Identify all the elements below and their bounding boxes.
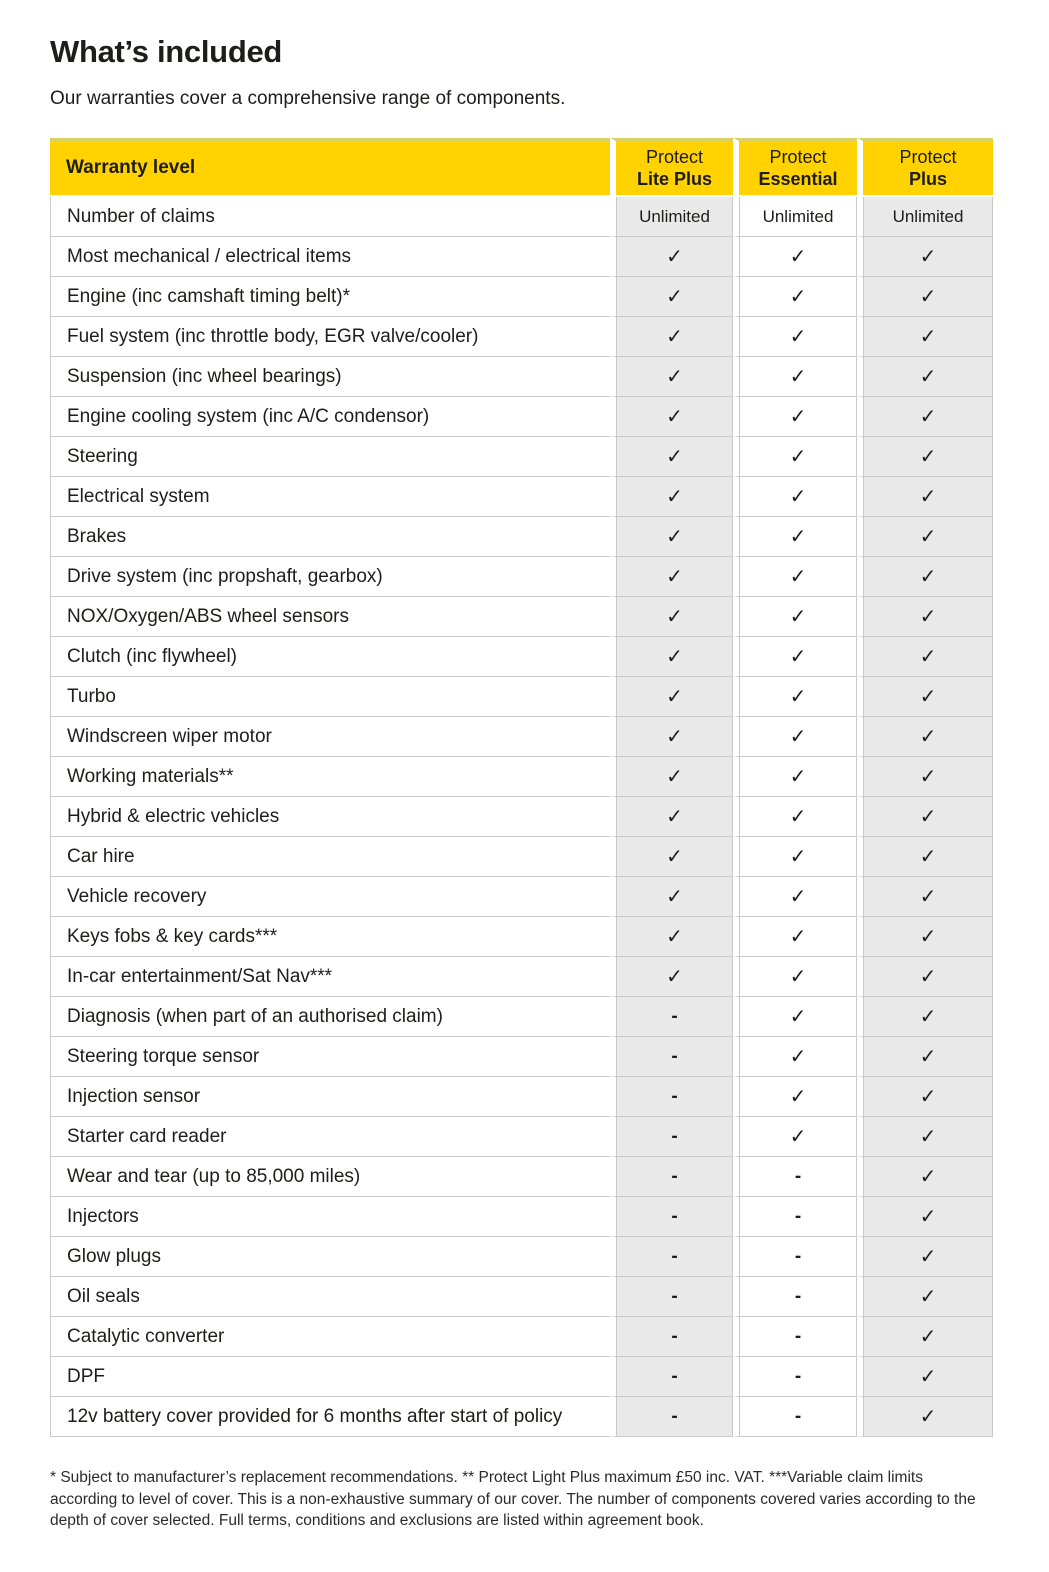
cell-protect-lite-plus [610, 1357, 733, 1397]
check-icon: ✓ [789, 366, 807, 388]
dash-icon: - [794, 1165, 802, 1187]
check-icon: ✓ [789, 926, 807, 948]
check-icon: ✓ [789, 1046, 807, 1068]
check-icon: ✓ [666, 606, 683, 628]
cell-protect-lite-plus [610, 797, 733, 837]
cell-protect-essential [733, 877, 857, 917]
cell-protect-essential [733, 757, 857, 797]
check-icon: ✓ [789, 646, 807, 668]
cell-protect-plus [857, 1117, 993, 1157]
check-icon: ✓ [789, 286, 807, 308]
plan-name-label: Plus [908, 169, 947, 189]
check-icon: ✓ [919, 1126, 937, 1148]
dash-icon: - [794, 1285, 802, 1307]
check-icon: ✓ [919, 566, 937, 588]
row-label: Windscreen wiper motor [50, 717, 610, 757]
page-subtitle: Our warranties cover a comprehensive range of components. [50, 88, 566, 109]
cell-protect-plus [857, 357, 993, 397]
row-label: Diagnosis (when part of an authorised claim) [50, 997, 610, 1037]
row-label: Brakes [50, 517, 610, 557]
row-label: Number of claims [50, 197, 610, 237]
row-label: Drive system (inc propshaft, gearbox) [50, 557, 610, 597]
cell-protect-plus [857, 1317, 993, 1357]
cell-protect-lite-plus [610, 677, 733, 717]
cell-protect-lite-plus [610, 1277, 733, 1317]
check-icon: ✓ [666, 686, 683, 708]
check-icon: ✓ [919, 1166, 937, 1188]
cell-protect-plus [857, 397, 993, 437]
dash-icon: - [671, 1005, 678, 1027]
check-icon: ✓ [919, 246, 937, 268]
cell-protect-essential [733, 837, 857, 877]
table-row [50, 477, 993, 517]
table-row [50, 1317, 993, 1357]
row-label: Oil seals [50, 1277, 610, 1317]
cell-protect-essential [733, 1357, 857, 1397]
table-row [50, 1077, 993, 1117]
dash-icon: - [671, 1205, 678, 1227]
check-icon: ✓ [919, 446, 937, 468]
dash-icon: - [794, 1405, 802, 1427]
check-icon: ✓ [919, 326, 937, 348]
cell-protect-essential [733, 637, 857, 677]
cell-protect-plus [857, 797, 993, 837]
cell-protect-lite-plus [610, 957, 733, 997]
plan-brand-label: Protect [645, 146, 704, 167]
check-icon: ✓ [789, 406, 807, 428]
cell-protect-essential [733, 477, 857, 517]
row-label: Most mechanical / electrical items [50, 237, 610, 277]
check-icon: ✓ [789, 486, 807, 508]
check-icon: ✓ [919, 1206, 937, 1228]
cell-protect-lite-plus [610, 877, 733, 917]
check-icon: ✓ [789, 1006, 807, 1028]
cell-protect-lite-plus [610, 717, 733, 757]
row-label: Car hire [50, 837, 610, 877]
check-icon: ✓ [789, 446, 807, 468]
cell-protect-plus [857, 197, 993, 237]
table-row [50, 397, 993, 437]
cell-protect-lite-plus [610, 277, 733, 317]
check-icon: ✓ [789, 726, 807, 748]
cell-protect-lite-plus [610, 1397, 733, 1437]
check-icon: ✓ [666, 406, 683, 428]
cell-protect-essential [733, 1037, 857, 1077]
table-row [50, 437, 993, 477]
cell-protect-essential [733, 1197, 857, 1237]
dash-icon: - [794, 1365, 802, 1387]
check-icon: ✓ [919, 766, 937, 788]
plan-name-label: Lite Plus [636, 169, 712, 189]
cell-protect-plus [857, 557, 993, 597]
check-icon: ✓ [666, 526, 683, 548]
cell-protect-plus [857, 717, 993, 757]
cell-protect-lite-plus [610, 1157, 733, 1197]
table-row [50, 757, 993, 797]
check-icon: ✓ [919, 966, 937, 988]
dash-icon: - [671, 1405, 678, 1427]
cell-protect-lite-plus [610, 1317, 733, 1357]
cell-protect-lite-plus [610, 557, 733, 597]
row-label: Working materials** [50, 757, 610, 797]
cell-protect-essential [733, 1397, 857, 1437]
row-label: Glow plugs [50, 1237, 610, 1277]
footnote: * Subject to manufacturer’s replacement recommendations. ** Protect Light Plus maximum £50 inc. VAT. ***Variable claim limits according to level of cover. This is a non-exhaustive summary of our cover. The number of components covered varies according to the depth of cover selected. Full terms, conditions and exclusions are listed within agreement book. [50, 1469, 976, 1530]
check-icon: ✓ [919, 806, 937, 828]
check-icon: ✓ [919, 1046, 937, 1068]
cell-protect-plus [857, 237, 993, 277]
table-row [50, 1117, 993, 1157]
cell-protect-plus [857, 677, 993, 717]
cell-protect-lite-plus [610, 357, 733, 397]
cell-protect-plus [857, 917, 993, 957]
check-icon: ✓ [789, 326, 807, 348]
plan-name-label: Essential [758, 169, 838, 189]
cell-protect-essential [733, 1317, 857, 1357]
cell-protect-plus [857, 277, 993, 317]
cell-protect-plus [857, 597, 993, 637]
dash-icon: - [794, 1325, 802, 1347]
check-icon: ✓ [666, 766, 683, 788]
row-label: Hybrid & electric vehicles [50, 797, 610, 837]
cell-protect-lite-plus [610, 837, 733, 877]
row-label: Steering [50, 437, 610, 477]
check-icon: ✓ [919, 486, 937, 508]
row-label: Electrical system [50, 477, 610, 517]
cell-protect-essential [733, 197, 857, 237]
cell-protect-essential [733, 317, 857, 357]
cell-protect-essential [733, 917, 857, 957]
cell-protect-plus [857, 837, 993, 877]
cell-protect-plus [857, 317, 993, 357]
cell-text: Unlimited [762, 206, 834, 226]
check-icon: ✓ [919, 1366, 937, 1388]
check-icon: ✓ [919, 686, 937, 708]
cell-protect-essential [733, 1077, 857, 1117]
dash-icon: - [671, 1045, 678, 1067]
cell-protect-essential [733, 517, 857, 557]
check-icon: ✓ [919, 406, 937, 428]
dash-icon: - [671, 1085, 678, 1107]
cell-protect-plus [857, 1197, 993, 1237]
table-row [50, 797, 993, 837]
column-header-protect-essential [733, 138, 857, 197]
check-icon: ✓ [789, 806, 807, 828]
table-row [50, 997, 993, 1037]
cell-protect-lite-plus [610, 997, 733, 1037]
check-icon: ✓ [919, 1006, 937, 1028]
cell-protect-essential [733, 557, 857, 597]
cell-protect-essential [733, 677, 857, 717]
table-row [50, 1157, 993, 1197]
check-icon: ✓ [789, 886, 807, 908]
table-row [50, 277, 993, 317]
cell-protect-plus [857, 437, 993, 477]
plan-brand-label: Protect [769, 146, 827, 167]
check-icon: ✓ [666, 846, 683, 868]
cell-protect-lite-plus [610, 1037, 733, 1077]
row-label: 12v battery cover provided for 6 months after start of policy [50, 1397, 610, 1437]
check-icon: ✓ [919, 526, 937, 548]
row-label: Engine cooling system (inc A/C condensor) [50, 397, 610, 437]
cell-protect-lite-plus [610, 1117, 733, 1157]
check-icon: ✓ [666, 486, 683, 508]
check-icon: ✓ [666, 286, 683, 308]
cell-protect-plus [857, 957, 993, 997]
check-icon: ✓ [666, 326, 683, 348]
cell-protect-lite-plus [610, 397, 733, 437]
warranty-comparison-table [50, 138, 993, 1437]
cell-protect-plus [857, 757, 993, 797]
table-row [50, 1357, 993, 1397]
check-icon: ✓ [919, 726, 937, 748]
table-row [50, 557, 993, 597]
check-icon: ✓ [919, 1286, 937, 1308]
cell-protect-lite-plus [610, 197, 733, 237]
row-label: Fuel system (inc throttle body, EGR valve/cooler) [50, 317, 610, 357]
cell-protect-plus [857, 1357, 993, 1397]
row-label: Injectors [50, 1197, 610, 1237]
table-row [50, 917, 993, 957]
row-label: Clutch (inc flywheel) [50, 637, 610, 677]
check-icon: ✓ [919, 646, 937, 668]
table-row [50, 1237, 993, 1277]
cell-protect-lite-plus [610, 637, 733, 677]
check-icon: ✓ [666, 246, 683, 268]
cell-protect-plus [857, 477, 993, 517]
cell-protect-lite-plus [610, 1237, 733, 1277]
row-label: NOX/Oxygen/ABS wheel sensors [50, 597, 610, 637]
cell-protect-lite-plus [610, 437, 733, 477]
check-icon: ✓ [666, 966, 683, 988]
table-row [50, 837, 993, 877]
table-row [50, 1037, 993, 1077]
cell-protect-plus [857, 637, 993, 677]
cell-protect-lite-plus [610, 517, 733, 557]
cell-protect-essential [733, 357, 857, 397]
cell-protect-essential [733, 997, 857, 1037]
check-icon: ✓ [789, 526, 807, 548]
cell-protect-plus [857, 1077, 993, 1117]
cell-protect-essential [733, 1117, 857, 1157]
check-icon: ✓ [666, 806, 683, 828]
row-label: Wear and tear (up to 85,000 miles) [50, 1157, 610, 1197]
table-row [50, 677, 993, 717]
row-label: Catalytic converter [50, 1317, 610, 1357]
dash-icon: - [671, 1125, 678, 1147]
cell-protect-lite-plus [610, 597, 733, 637]
check-icon: ✓ [666, 926, 683, 948]
table-row [50, 357, 993, 397]
cell-protect-essential [733, 1157, 857, 1197]
check-icon: ✓ [789, 246, 807, 268]
check-icon: ✓ [789, 606, 807, 628]
cell-protect-plus [857, 1157, 993, 1197]
cell-protect-essential [733, 277, 857, 317]
check-icon: ✓ [666, 566, 683, 588]
dash-icon: - [794, 1245, 802, 1267]
table-row [50, 197, 993, 237]
row-label: DPF [50, 1357, 610, 1397]
cell-protect-essential [733, 797, 857, 837]
row-label: Turbo [50, 677, 610, 717]
cell-protect-lite-plus [610, 1077, 733, 1117]
check-icon: ✓ [789, 846, 807, 868]
cell-protect-lite-plus [610, 1197, 733, 1237]
cell-protect-essential [733, 437, 857, 477]
warranty-level-header: Warranty level [50, 138, 610, 197]
check-icon: ✓ [789, 1126, 807, 1148]
table-row [50, 237, 993, 277]
row-label: Vehicle recovery [50, 877, 610, 917]
cell-protect-lite-plus [610, 917, 733, 957]
table-row [50, 1277, 993, 1317]
check-icon: ✓ [666, 446, 683, 468]
row-label: Injection sensor [50, 1077, 610, 1117]
check-icon: ✓ [919, 606, 937, 628]
cell-protect-essential [733, 397, 857, 437]
row-label: Engine (inc camshaft timing belt)* [50, 277, 610, 317]
check-icon: ✓ [919, 1086, 937, 1108]
cell-protect-plus [857, 997, 993, 1037]
table-row [50, 957, 993, 997]
check-icon: ✓ [789, 766, 807, 788]
cell-protect-plus [857, 1277, 993, 1317]
table-row [50, 1197, 993, 1237]
cell-protect-essential [733, 1277, 857, 1317]
cell-protect-plus [857, 1397, 993, 1437]
table-row [50, 597, 993, 637]
cell-protect-essential [733, 237, 857, 277]
row-label: Suspension (inc wheel bearings) [50, 357, 610, 397]
check-icon: ✓ [919, 846, 937, 868]
cell-protect-essential [733, 1237, 857, 1277]
check-icon: ✓ [919, 886, 937, 908]
cell-protect-lite-plus [610, 757, 733, 797]
row-label: Starter card reader [50, 1117, 610, 1157]
dash-icon: - [671, 1285, 678, 1307]
check-icon: ✓ [919, 1246, 937, 1268]
table-header-row [50, 138, 993, 197]
check-icon: ✓ [789, 686, 807, 708]
check-icon: ✓ [789, 966, 807, 988]
dash-icon: - [671, 1365, 678, 1387]
column-header-protect-plus [857, 138, 993, 197]
cell-protect-essential [733, 957, 857, 997]
dash-icon: - [671, 1165, 678, 1187]
check-icon: ✓ [666, 366, 683, 388]
cell-protect-plus [857, 517, 993, 557]
dash-icon: - [794, 1205, 802, 1227]
page-title: What’s included [50, 34, 283, 69]
dash-icon: - [671, 1325, 678, 1347]
column-header-protect-lite-plus [610, 138, 733, 197]
check-icon: ✓ [789, 566, 807, 588]
check-icon: ✓ [919, 286, 937, 308]
cell-protect-lite-plus [610, 477, 733, 517]
row-label: In-car entertainment/Sat Nav*** [50, 957, 610, 997]
cell-protect-lite-plus [610, 237, 733, 277]
dash-icon: - [671, 1245, 678, 1267]
check-icon: ✓ [789, 1086, 807, 1108]
check-icon: ✓ [666, 886, 683, 908]
cell-protect-plus [857, 877, 993, 917]
check-icon: ✓ [919, 926, 937, 948]
table-row [50, 317, 993, 357]
cell-protect-plus [857, 1037, 993, 1077]
check-icon: ✓ [666, 646, 683, 668]
row-label: Keys fobs & key cards*** [50, 917, 610, 957]
check-icon: ✓ [919, 1326, 937, 1348]
table-row [50, 1397, 993, 1437]
table-row [50, 637, 993, 677]
cell-text: Unlimited [892, 206, 964, 226]
cell-protect-essential [733, 717, 857, 757]
row-label: Steering torque sensor [50, 1037, 610, 1077]
check-icon: ✓ [919, 366, 937, 388]
plan-brand-label: Protect [899, 146, 957, 167]
cell-protect-lite-plus [610, 317, 733, 357]
table-row [50, 877, 993, 917]
table-row [50, 717, 993, 757]
check-icon: ✓ [919, 1406, 937, 1428]
cell-protect-plus [857, 1237, 993, 1277]
cell-protect-essential [733, 597, 857, 637]
check-icon: ✓ [666, 726, 683, 748]
table-row [50, 517, 993, 557]
cell-text: Unlimited [639, 206, 710, 226]
